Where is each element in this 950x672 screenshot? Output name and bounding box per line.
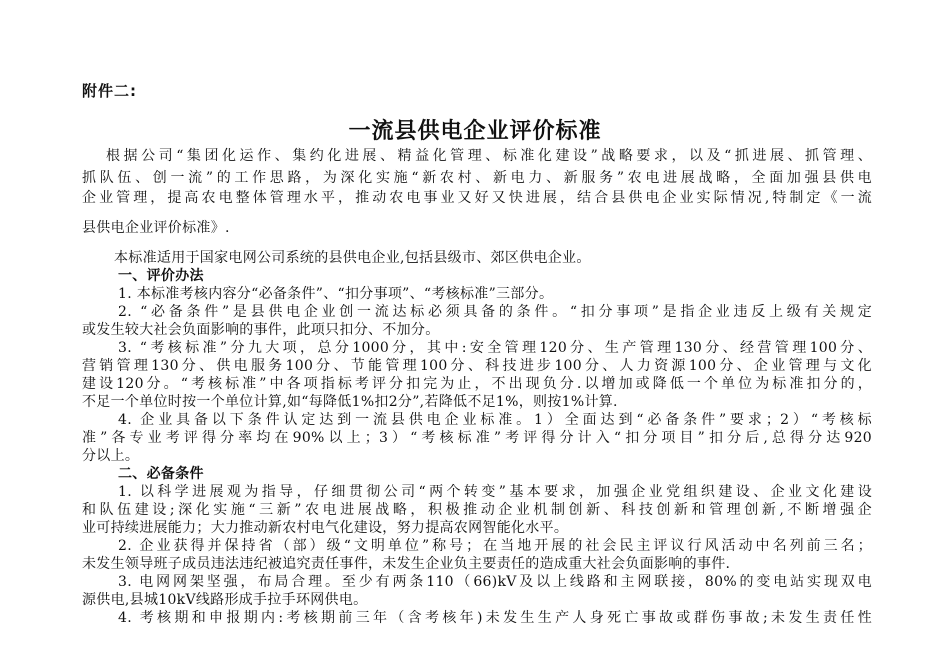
section2-line: 1. 以科学进展观为指导，仔细贯彻公司“两个转变”基本要求，加强企业党组织建设、企业文化建设 [118,484,872,500]
section2-line: 2. 企业获得并保持省（部）级“文明单位”称号；在当地开展的社会民主评议行风活动中名列前三名； [118,538,872,554]
section2-line: 业可持续进展能力；大力推动新农村电气化建设，努力提高农网智能化水平。 [82,520,569,536]
intro-line-4: 县供电企业评价标准》. [82,220,230,236]
section1-line: 分以上。 [82,448,140,464]
intro-line-3: 企业管理，提高农电整体管理水平，推动农电事业又好又快进展，结合县供电企业实际情况,特制定《一流 [82,190,872,206]
section1-line: 营销管理130分、供电服务100分、节能管理100分、科技进步100分、人力资源100分、企业管理与文化 [82,358,872,374]
section1-line: 3. “考核标准”分九大项，总分1000分，其中:安全管理120分、生产管理130分、经营管理100分、 [118,340,872,356]
section1-line: 准”各专业考评得分率均在90%以上；3）“考核标准”考评得分计入“扣分项目”扣分后,总得分达920 [82,430,872,446]
intro-line-1: 根据公司“集团化运作、集约化进展、精益化管理、标准化建设”战略要求，以及“抓进展、抓管理、 [106,148,872,164]
intro-line-2: 抓队伍、创一流”的工作思路，为深化实施“新农村、新电力、新服务”农电进展战略，全面加强县供电 [82,170,872,186]
document-title: 一流县供电企业评价标准 [348,119,602,144]
section-heading-evaluation-method: 一、评价办法 [118,268,204,284]
scope-text: 本标准适用于国家电网公司系统的县供电企业,包括县级市、郊区供电企业。 [114,250,591,266]
section2-line: 未发生领导班子成员违法违纪被追究责任事件，未发生企业负主要责任的造成重大社会负面影响的事件. [82,556,731,572]
section1-line: 或发生较大社会负面影响的事件，此项只扣分、不加分。 [82,322,440,338]
section2-line: 和队伍建设;深化实施“三新”农电进展战略，积极推动企业机制创新、科技创新和管理创新,不断增强企 [82,502,872,518]
section1-line: 不足一个单位时按一个单位计算,如“每降低1%扣2分”,若降低不足1%，则按1%计算. [82,394,618,410]
section1-line: 建设120分。“考核标准”中各项指标考评分扣完为止，不出现负分.以增加或降低一个单位为标准扣分的， [82,376,872,392]
section2-line: 4. 考核期和申报期内:考核期前三年（含考核年)未发生生产人身死亡事故或群伤事故;未发生责任性 [118,610,872,626]
section-heading-required-conditions: 二、必备条件 [118,466,204,482]
section2-line: 3. 电网网架坚强，布局合理。至少有两条110（66)kV及以上线路和主网联接，80%的变电站实现双电 [118,574,872,590]
annex-label: 附件二: [82,82,137,100]
section1-line: 4. 企业具备以下条件认定达到一流县供电企业标准。1）全面达到“必备条件”要求；2）“考核标 [118,412,872,428]
section2-line: 源供电,县城10kV线路形成手拉手环网供电。 [82,592,368,608]
section1-line: 1. 本标准考核内容分“必备条件”、“扣分事项”、“考核标准”三部分。 [118,286,554,302]
section1-line: 2. “必备条件”是县供电企业创一流达标必须具备的条件。“扣分事项”是指企业违反上级有关规定 [118,304,872,320]
